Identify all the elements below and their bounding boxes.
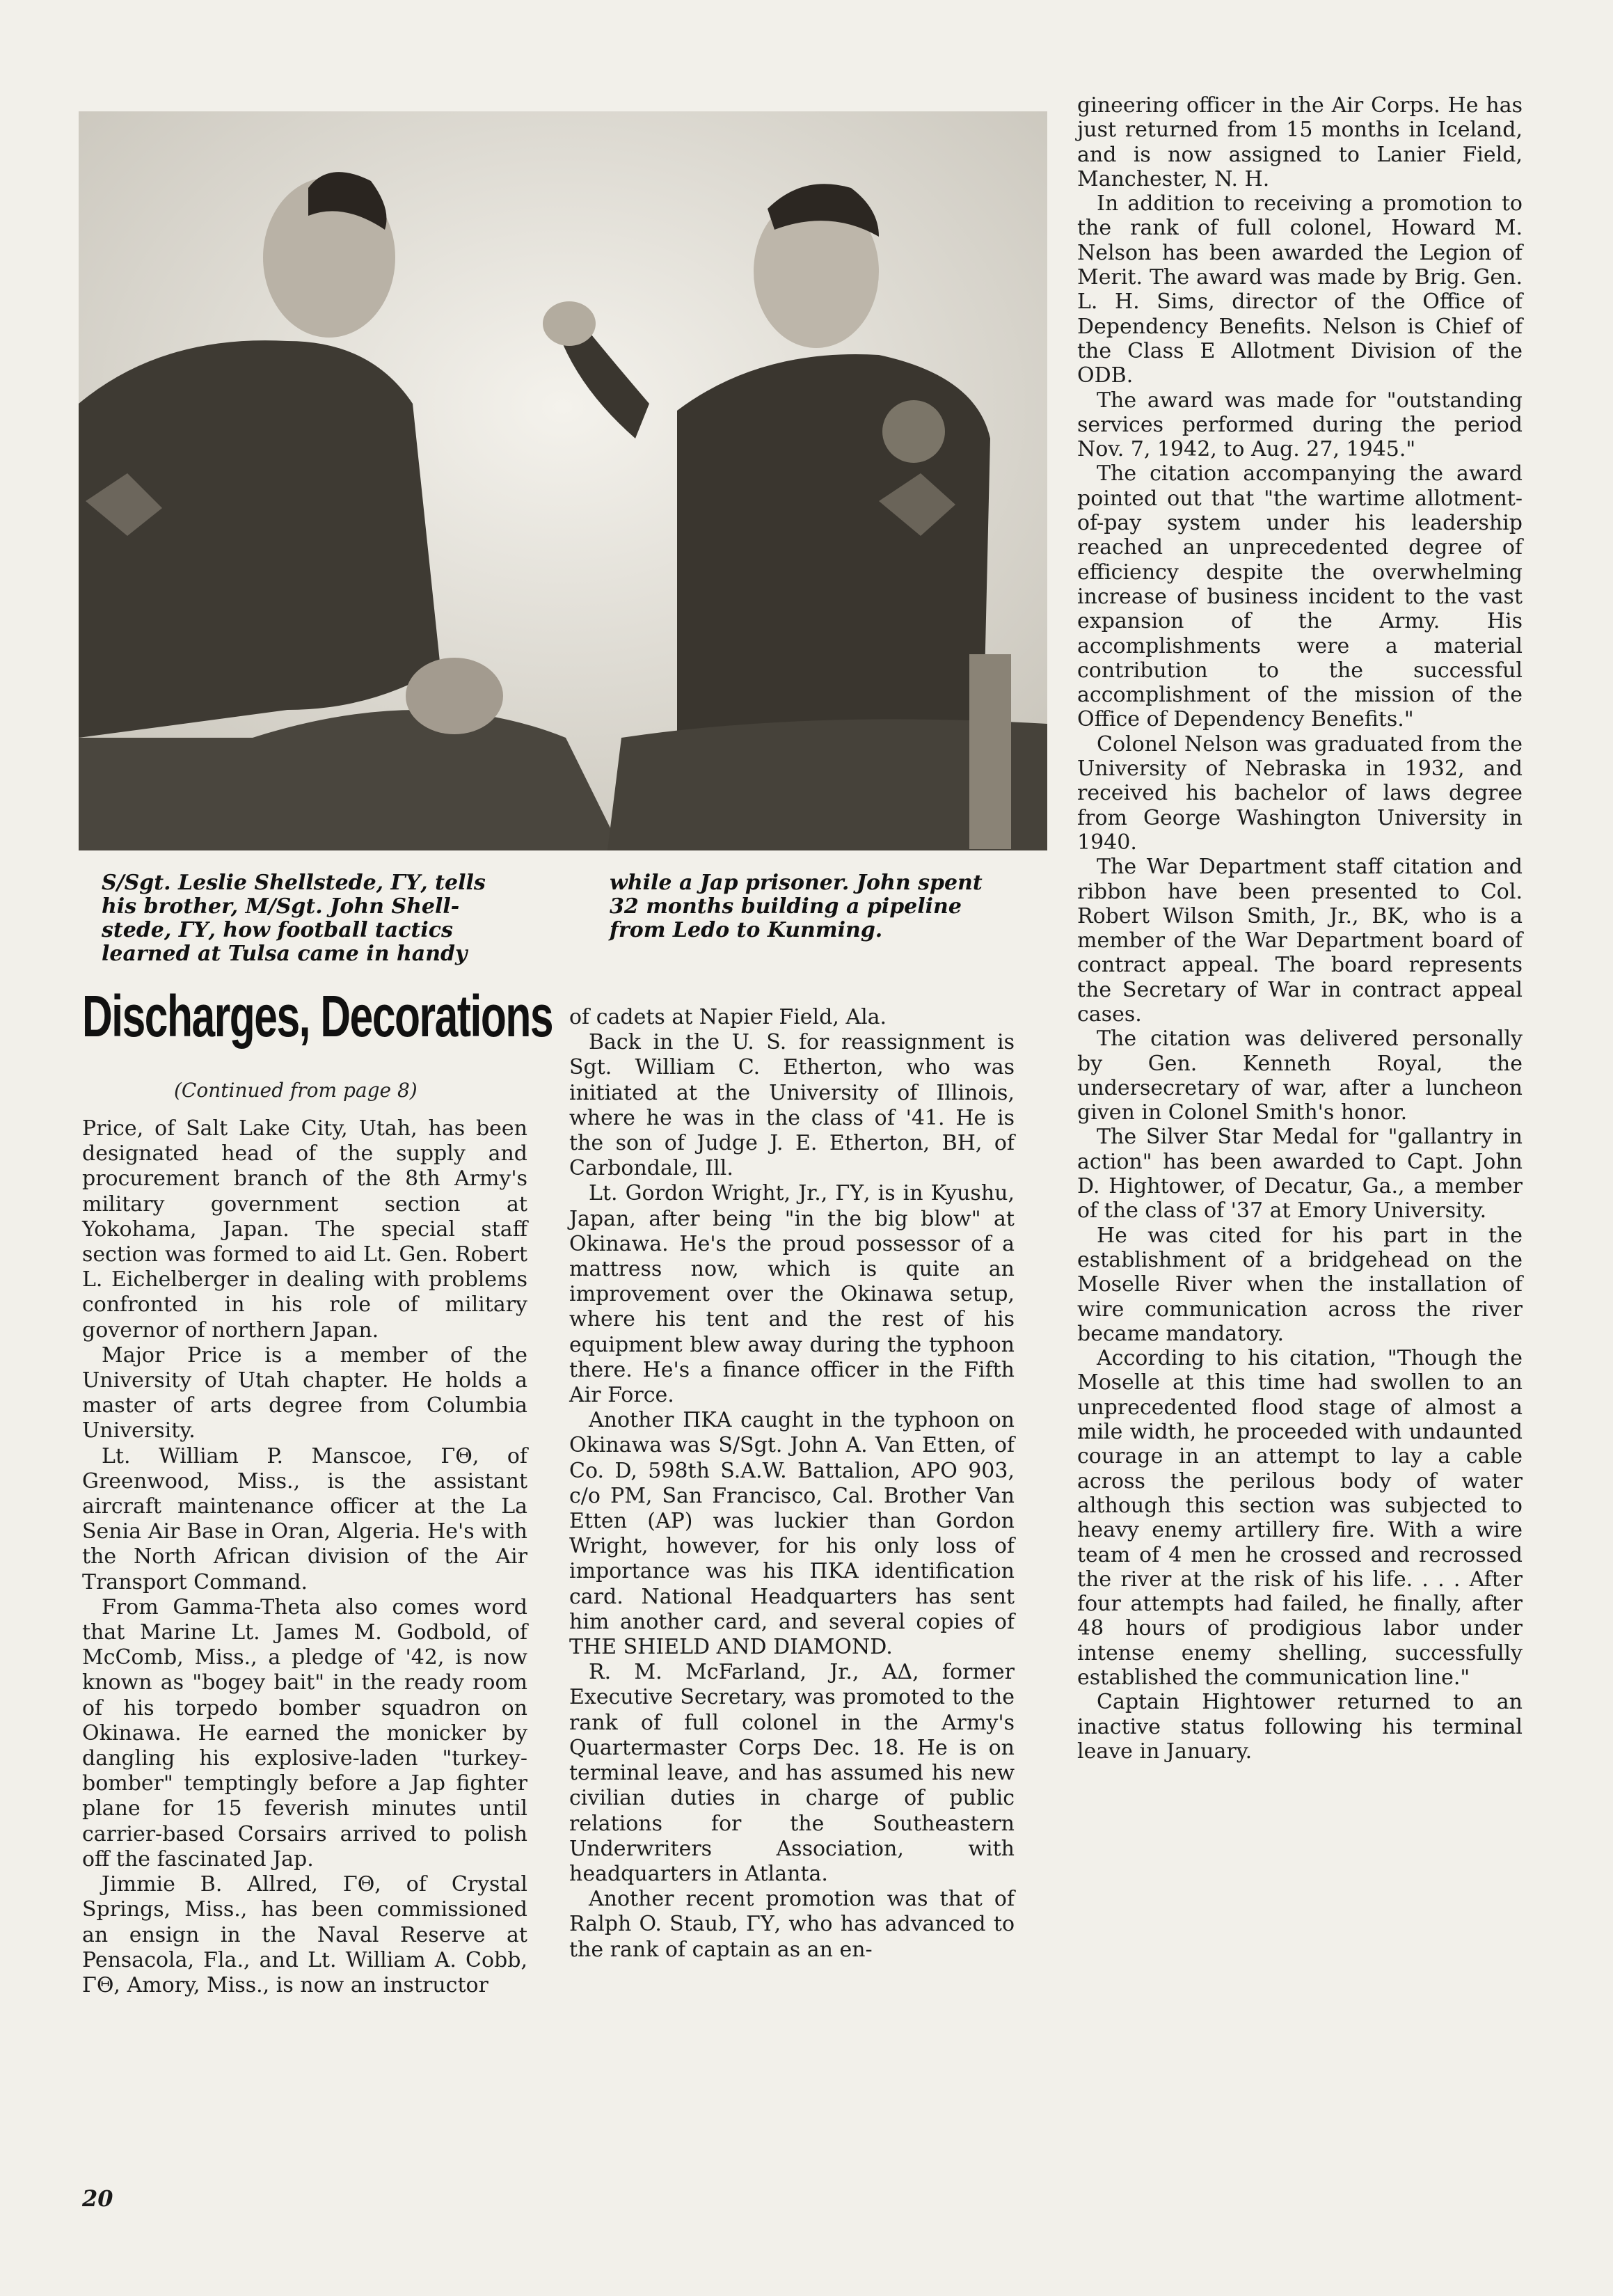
paragraph: The citation was delivered personally by Gen. Kenneth Royal, the undersecretary of war, after a luncheon given in Colonel Smith's honor. — [1077, 1027, 1523, 1125]
paragraph: Colonel Nelson was graduated from the University of Nebraska in 1932, and received his bachelor of laws degree from George Washington University in 1940. — [1077, 731, 1523, 855]
paragraph: The Silver Star Medal for "gallantry in action" has been awarded to Capt. John D. Hightower, of Decatur, Ga., a member of the class of '37 at Emory University. — [1077, 1125, 1523, 1224]
column-right — [1077, 93, 1523, 1764]
article-headline: Discharges, Decorations — [82, 983, 553, 1049]
paragraph: According to his citation, "Though the Moselle at this time had swollen to an unprecedented flood stage of almost a mile width, he proceeded with undaunted courage in an attempt to lay a cable across the perilous body of water although this section was subjected to heavy enemy artillery fire. With a wire team of 4 men he crossed and recrossed the river at the risk of his life. . . . After four attempts had failed, he finally, after 48 hours of prodigious labor under intense enemy shelling, successfully established the communication line." — [1077, 1346, 1523, 1690]
column-middle — [569, 1005, 1015, 1963]
photo-caption-right: while a Jap prisoner. John spent 32 months building a pipeline from Ledo to Kunming. — [610, 871, 983, 942]
paragraph: Another recent promotion was that of Ralph O. Staub, ΓΥ, who has advanced to the rank of captain as an en- — [569, 1887, 1015, 1962]
photo-two-soldiers — [79, 111, 1047, 850]
paragraph: Lt. William P. Manscoe, ΓΘ, of Greenwood, Miss., is the assistant aircraft maintenance officer at the La Senia Air Base in Oran, Algeria. He's with the North African division of the Air Transport Command. — [82, 1443, 527, 1594]
page-number: 20 — [82, 2185, 113, 2212]
paragraph: gineering officer in the Air Corps. He has just returned from 15 months in Iceland, and is now assigned to Lanier Field, Manchester, N. H. — [1077, 93, 1523, 191]
continued-note: (Continued from page 8) — [174, 1079, 418, 1102]
paragraph: The War Department staff citation and ribbon have been presented to Col. Robert Wilson Smith, Jr., BK, who is a member of the War Department board of contract appeal. The board represents the Secretary of War in contract appeal cases. — [1077, 855, 1523, 1027]
photo-caption-left: S/Sgt. Leslie Shellstede, ΓΥ, tells his brother, M/Sgt. John Shell- stede, ΓΥ, how football tactics learned at Tulsa came in handy — [102, 871, 486, 966]
paragraph: The award was made for "outstanding services performed during the period Nov. 7, 1942, to Aug. 27, 1945." — [1077, 388, 1523, 462]
column-left — [82, 1116, 527, 1998]
paragraph: From Gamma-Theta also comes word that Marine Lt. James M. Godbold, of McComb, Miss., a pledge of '42, is now known as "bogey bait" in the ready room of his torpedo bomber squadron on Okinawa. He earned the monicker by dangling his explosive-laden "turkey-bomber" temptingly before a Jap fighter plane for 15 feverish minutes until carrier-based Corsairs arrived to polish off the fascinated Jap. — [82, 1594, 527, 1871]
paragraph: Captain Hightower returned to an inactive status following his terminal leave in January. — [1077, 1690, 1523, 1764]
paragraph: Back in the U. S. for reassignment is Sgt. William C. Etherton, who was initiated at the University of Illinois, where he was in the class of '41. He is the son of Judge J. E. Etherton, BH, of Carbondale, Ill. — [569, 1030, 1015, 1181]
paragraph: The citation accompanying the award pointed out that "the wartime allotment-of-pay system under his leadership reached an unprecedented degree of efficiency despite the overwhelming increase of business incident to the vast expansion of the Army. His accomplishments were a material contribution to the successful accomplishment of the mission of the Office of Dependency Benefits." — [1077, 461, 1523, 732]
paragraph: Jimmie B. Allred, ΓΘ, of Crystal Springs, Miss., has been commissioned an ensign in the Naval Reserve at Pensacola, Fla., and Lt. William A. Cobb, ΓΘ, Amory, Miss., is now an instructor — [82, 1872, 527, 1997]
paragraph: Price, of Salt Lake City, Utah, has been designated head of the supply and procurement branch of the 8th Army's military government section at Yokohama, Japan. The special staff section was formed to aid Lt. Gen. Robert L. Eichelberger in dealing with problems confronted in his role of military governor of northern Japan. — [82, 1116, 527, 1343]
paragraph: of cadets at Napier Field, Ala. — [569, 1005, 887, 1029]
paragraph: Major Price is a member of the University of Utah chapter. He holds a master of arts degree from Columbia University. — [82, 1343, 527, 1443]
paragraph: In addition to receiving a promotion to the rank of full colonel, Howard M. Nelson has been awarded the Legion of Merit. The award was made by Brig. Gen. L. H. Sims, director of the Office of Dependency Benefits. Nelson is Chief of the Class E Allotment Division of the ODB. — [1077, 191, 1523, 388]
paragraph: Lt. Gordon Wright, Jr., ΓΥ, is in Kyushu, Japan, after being "in the big blow" at Okinawa. He's the proud possessor of a mattress now, which is quite an improvement over the Okinawa setup, where his tent and the rest of his equipment blew away during the typhoon there. He's a finance officer in the Fifth Air Force. — [569, 1181, 1015, 1408]
paragraph: R. M. McFarland, Jr., ΑΔ, former Executive Secretary, was promoted to the rank of full colonel in the Army's Quartermaster Corps Dec. 18. He is on terminal leave, and has assumed his new civilian duties in charge of public relations for the Southeastern Underwriters Association, with headquarters in Atlanta. — [569, 1660, 1015, 1886]
photo-illustration — [79, 111, 1047, 850]
paragraph: He was cited for his part in the establishment of a bridgehead on the Moselle River when the installation of wire communication across the river became mandatory. — [1077, 1223, 1523, 1346]
paragraph: Another ΠΚΑ caught in the typhoon on Okinawa was S/Sgt. John A. Van Etten, of Co. D, 598th S.A.W. Battalion, APO 903, c/o PM, San Francisco, Cal. Brother Van Etten (AP) was luckier than Gordon Wright, however, for his only loss of importance was his ΠΚΑ identification card. National Headquarters has sent him another card, and several copies of THE SHIELD AND DIAMOND. — [569, 1408, 1015, 1660]
